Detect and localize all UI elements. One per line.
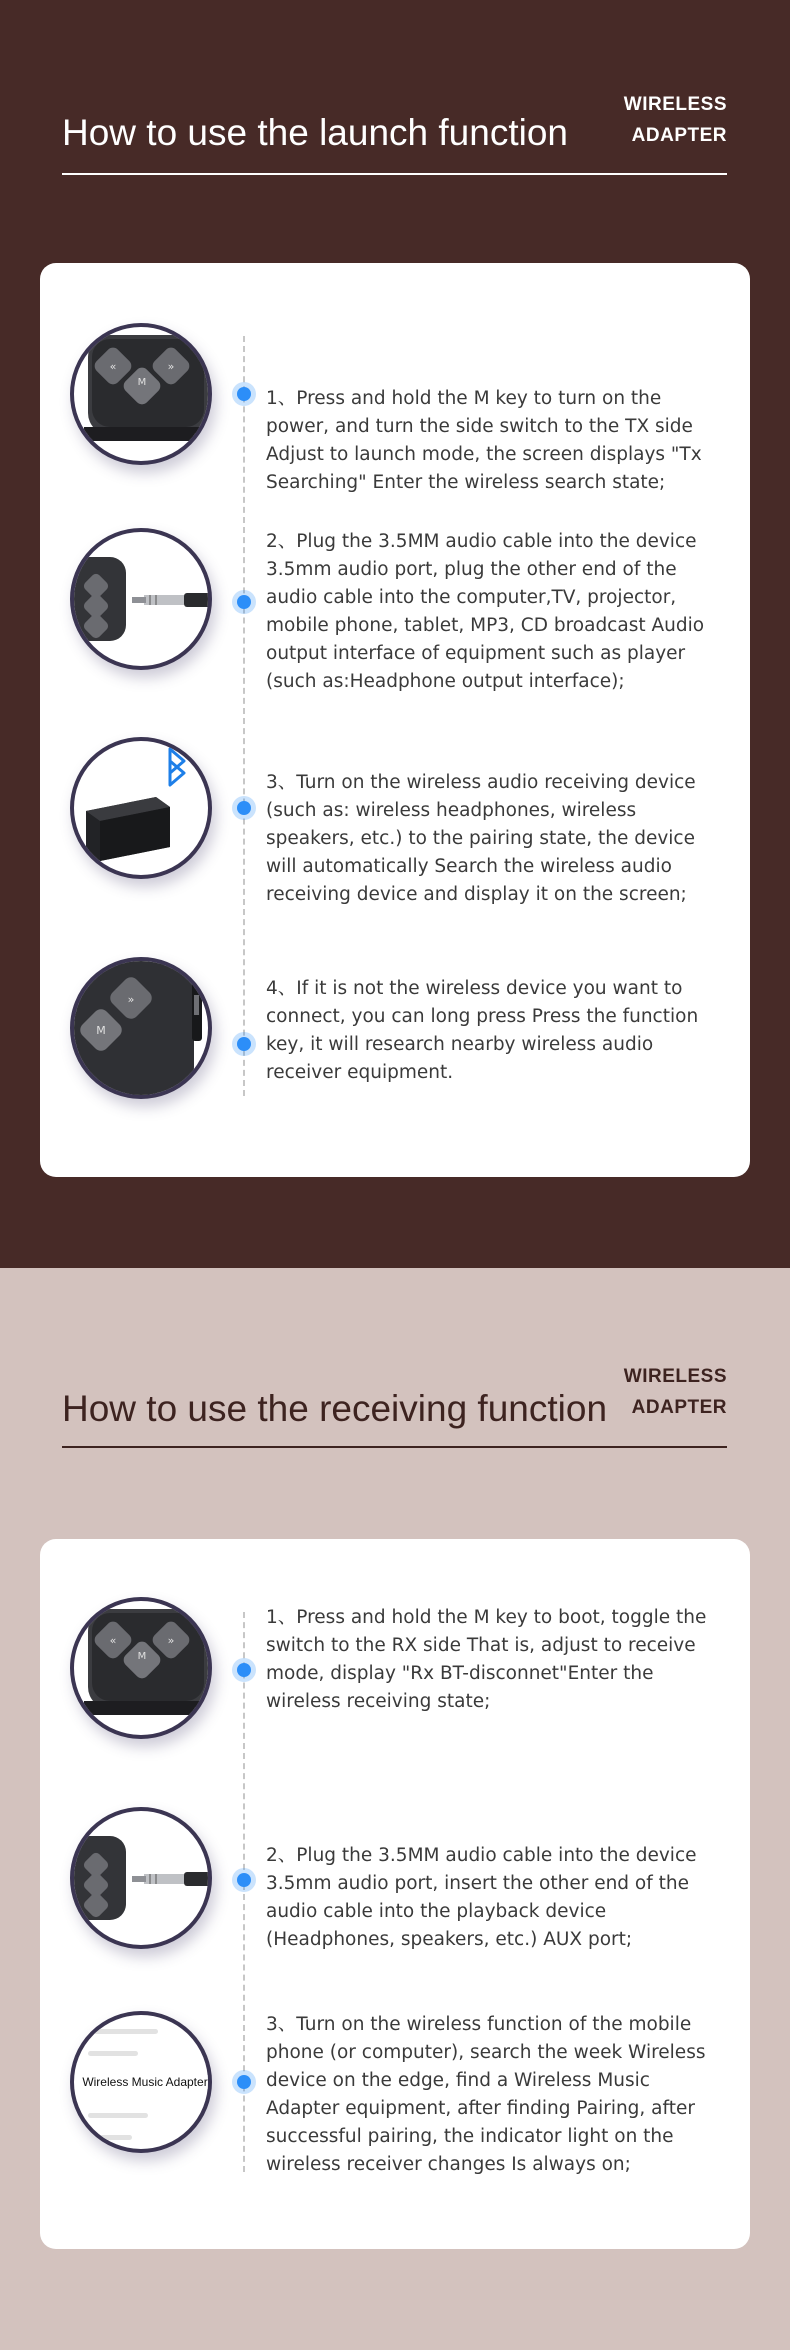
brand-line-1: WIRELESS (623, 94, 727, 115)
audio-cable-icon (70, 528, 212, 670)
step-text: 2、Plug the 3.5MM audio cable into the device 3.5mm audio port, insert the other end of the audio cable into the playback device (Headphones, speakers, etc.) AUX port; (266, 1845, 697, 1950)
step-text: 3、Turn on the wireless function of the mobile phone (or computer), search the week Wireless device on the edge, find a Wireless Music Adapter equipment, after finding Pairing, after successful pairing, the indicator light on the wireless receiver changes Is always on; (266, 2014, 706, 2175)
list-line (88, 2051, 138, 2056)
step-text: 4、If it is not the wireless device you want to connect, you can long press Press the function key, it will research nearby wireless audio receiver equipment. (266, 978, 699, 1083)
launch-steps-card (40, 263, 750, 1177)
svg-text:»: » (167, 1634, 175, 1647)
brand-line-2: ADAPTER (631, 1397, 727, 1418)
pairing-device-label: Wireless Music Adapter (80, 2075, 210, 2089)
list-line (88, 2029, 158, 2034)
audio-cable-icon (70, 1807, 212, 1949)
svg-text:«: « (109, 1634, 117, 1647)
brand-line-1: WIRELESS (623, 1366, 727, 1387)
brand-label (587, 1361, 727, 1423)
list-line (88, 2135, 132, 2140)
brand-line-2: ADAPTER (631, 125, 727, 146)
launch-title: How to use the launch function (62, 112, 568, 153)
device-buttons-icon (70, 323, 212, 465)
svg-text:«: « (109, 360, 117, 373)
svg-text:M: M (137, 377, 147, 388)
step-text: 1、Press and hold the M key to turn on the power, and turn the side switch to the TX side Adjust to launch mode, the screen displays "Tx Searching" Enter the wireless search state; (266, 388, 702, 493)
timeline-dot (237, 801, 251, 815)
timeline-dot (237, 595, 251, 609)
svg-text:»: » (127, 993, 135, 1006)
title-divider (62, 173, 727, 175)
title-divider (62, 1446, 727, 1448)
receive-title: How to use the receiving function (62, 1388, 608, 1429)
timeline-dot (237, 1873, 251, 1887)
step-text: 3、Turn on the wireless audio receiving device (such as: wireless headphones, wireless speakers, etc.) to the pairing state, the device will automatically Search the wireless audio receiving device and display it on the screen; (266, 772, 696, 905)
list-line (88, 2113, 148, 2118)
timeline-line (243, 336, 245, 1096)
timeline-dot (237, 2075, 251, 2089)
bluetooth-speaker-icon (70, 737, 212, 879)
svg-text:M: M (137, 1651, 147, 1662)
receive-steps-card (40, 1539, 750, 2249)
timeline-dot (237, 1037, 251, 1051)
step-text: 1、Press and hold the M key to boot, toggle the switch to the RX side That is, adjust to receive mode, display "Rx BT-disconnet"Enter the wireless receiving state; (266, 1607, 707, 1712)
brand-label (587, 89, 727, 151)
device-side-button-icon (70, 957, 212, 1099)
device-buttons-icon (70, 1597, 212, 1739)
svg-text:M: M (96, 1024, 106, 1037)
svg-text:»: » (167, 360, 175, 373)
receive-section (0, 1268, 790, 2350)
pairing-list-icon (70, 2011, 212, 2153)
step-text: 2、Plug the 3.5MM audio cable into the device 3.5mm audio port, plug the other end of the audio cable into the computer,TV, projector, mobile phone, tablet, MP3, CD broadcast Audio output interface of equipment such as player (such as:Headphone output interface); (266, 531, 705, 692)
timeline-dot (237, 387, 251, 401)
timeline-dot (237, 1663, 251, 1677)
